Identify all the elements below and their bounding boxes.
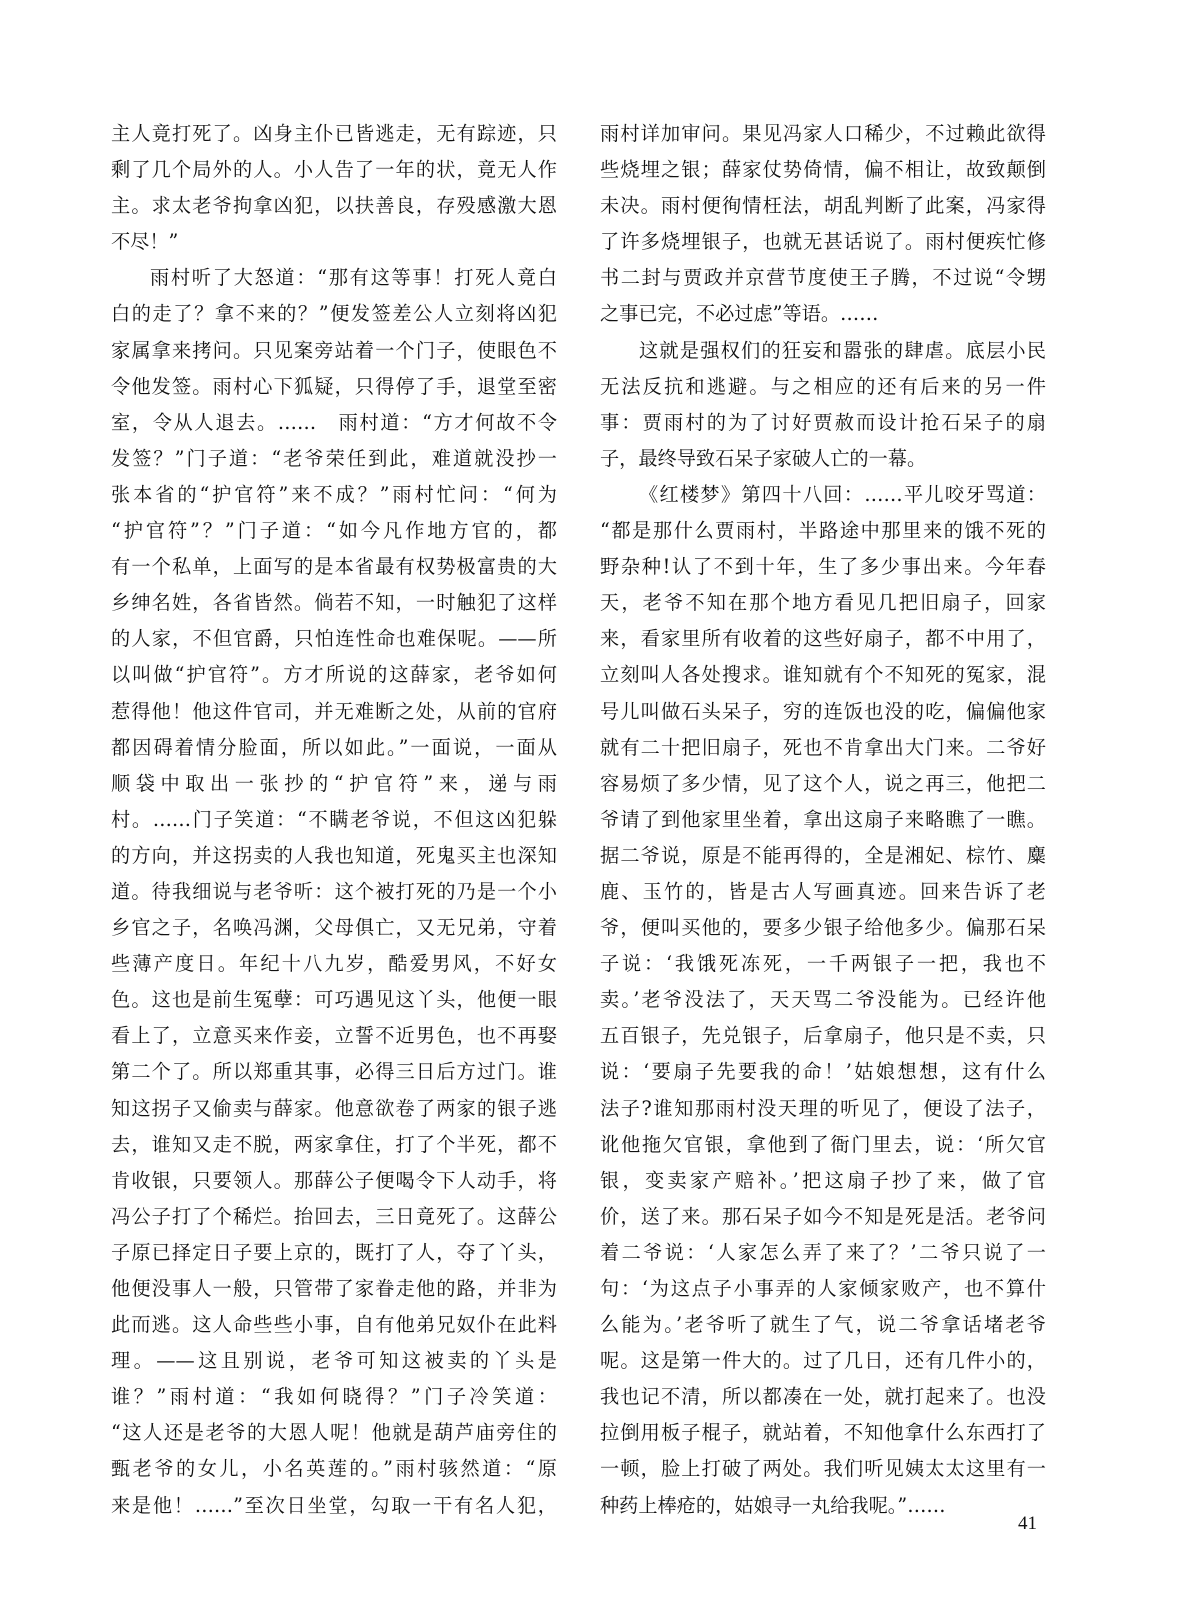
text-line: 的人家，不但官爵，只怕连性命也难保呢。——所 xyxy=(111,627,557,651)
text-line: 讹他拖欠官银，拿他到了衙门里去，说：‘所欠官 xyxy=(600,1132,1046,1156)
text-line: 立刻叫人各处搜求。谁知就有个不知死的冤家，混 xyxy=(600,663,1046,687)
text-line: 鹿、玉竹的，皆是古人写画真迹。回来告诉了老 xyxy=(600,879,1046,903)
text-line: 一顿，脸上打破了两处。我们听见姨太太这里有一 xyxy=(600,1457,1046,1481)
text-line: 雨村听了大怒道：“那有这等事！打死人竟白 xyxy=(150,266,557,290)
text-line: 主人竟打死了。凶身主仆已皆逃走，无有踪迹，只 xyxy=(111,122,557,145)
text-line: 室，令从人退去。…… 雨村道：“方才何故不令 xyxy=(111,410,557,434)
text-line: 色。这也是前生冤孽：可巧遇见这丫头，他便一眼 xyxy=(111,988,557,1012)
text-line: “都是那什么贾雨村，半路途中那里来的饿不死的 xyxy=(600,519,1046,543)
text-line: 么能为。’老爷听了就生了气，说二爷拿话堵老爷 xyxy=(600,1313,1046,1337)
text-line: 看上了，立意买来作妾，立誓不近男色，也不再娶 xyxy=(111,1024,557,1048)
text-line: 无法反抗和逃避。与之相应的还有后来的另一件 xyxy=(600,374,1046,398)
text-line: 顺袋中取出一张抄的“护官符”来，递与雨 xyxy=(111,771,557,795)
text-line: 价，送了来。那石呆子如今不知是死是活。老爷问 xyxy=(600,1204,1046,1228)
text-line: 的方向，并这拐卖的人我也知道，死鬼买主也深知 xyxy=(111,843,557,867)
text-line: 了许多烧埋银子，也就无甚话说了。雨村便疾忙修 xyxy=(600,230,1046,254)
text-line: 子说：‘我饿死冻死，一千两银子一把，我也不 xyxy=(600,952,1046,976)
text-line: 之事已完，不必过虑”等语。…… xyxy=(600,302,879,326)
text-line: 爷，便叫买他的，要多少银子给他多少。偏那石呆 xyxy=(600,916,1046,940)
text-line: 都因碍着情分脸面，所以如此。”一面说，一面从 xyxy=(111,735,557,759)
text-line: 白的走了？拿不来的？”便发签差公人立刻将凶犯 xyxy=(111,302,557,326)
text-line: 主。求太老爷拘拿凶犯，以扶善良，存殁感激大恩 xyxy=(111,194,557,218)
text-line: 令他发签。雨村心下狐疑，只得停了手，退堂至密 xyxy=(111,374,557,398)
right-column xyxy=(600,116,1046,1524)
text-line: 谁？”雨村道：“我如何晓得？”门子冷笑道： xyxy=(111,1385,557,1409)
text-line: 天，老爷不知在那个地方看见几把旧扇子，回家 xyxy=(600,591,1046,615)
text-line: “护官符”？”门子道：“如今凡作地方官的，都 xyxy=(111,519,557,543)
text-line: 来是他！……”至次日坐堂，勾取一干有名人犯， xyxy=(111,1493,557,1517)
text-line: 拉倒用板子棍子，就站着，不知他拿什么东西打了 xyxy=(600,1421,1046,1445)
text-line: 张本省的“护官符”来不成？”雨村忙问：“何为 xyxy=(111,482,557,506)
text-line: 说：‘要扇子先要我的命！’姑娘想想，这有什么 xyxy=(600,1060,1046,1084)
text-line: 号儿叫做石头呆子，穷的连饭也没的吃，偏偏他家 xyxy=(600,699,1046,723)
text-line: 爷请了到他家里坐着，拿出这扇子来略瞧了一瞧。 xyxy=(600,807,1046,831)
text-line: 家属拿来拷问。只见案旁站着一个门子，使眼色不 xyxy=(111,338,557,362)
text-line: 容易烦了多少情，见了这个人，说之再三，他把二 xyxy=(600,771,1046,795)
text-line: 我也记不清，所以都凑在一处，就打起来了。也没 xyxy=(600,1385,1046,1409)
text-line: 子，最终导致石呆子家破人亡的一幕。 xyxy=(600,446,927,470)
text-line: 第二个了。所以郑重其事，必得三日后方过门。谁 xyxy=(111,1060,557,1084)
text-line: 银，变卖家产赔补。’把这扇子抄了来，做了官 xyxy=(600,1168,1046,1192)
text-line: 些薄产度日。年纪十八九岁，酷爱男风，不好女 xyxy=(111,952,557,976)
text-line: 些烧埋之银；薛家仗势倚情，偏不相让，故致颠倒 xyxy=(600,158,1046,182)
text-line: 据二爷说，原是不能再得的，全是湘妃、棕竹、麋 xyxy=(600,843,1046,867)
text-line: 未决。雨村便徇情枉法，胡乱判断了此案，冯家得 xyxy=(600,194,1046,218)
left-column xyxy=(111,116,557,1524)
text-line: 此而逃。这人命些些小事，自有他弟兄奴仆在此料 xyxy=(111,1313,557,1337)
text-line: 来，看家里所有收着的这些好扇子，都不中用了， xyxy=(600,627,1046,651)
text-line: 知这拐子又偷卖与薛家。他意欲卷了两家的银子逃 xyxy=(111,1096,557,1120)
text-line: 这就是强权们的狂妄和嚣张的肆虐。底层小民 xyxy=(639,338,1046,362)
text-line: 乡绅名姓，各省皆然。倘若不知，一时触犯了这样 xyxy=(111,591,557,615)
text-line: 雨村详加审问。果见冯家人口稀少，不过赖此欲得 xyxy=(600,122,1046,145)
text-line: 以叫做“护官符”。方才所说的这薛家，老爷如何 xyxy=(111,663,557,687)
text-line: 肯收银，只要领人。那薛公子便喝令下人动手，将 xyxy=(111,1168,557,1192)
text-line: 着二爷说：‘人家怎么弄了来了？’二爷只说了一 xyxy=(600,1240,1046,1264)
text-line: “这人还是老爷的大恩人呢！他就是葫芦庙旁住的 xyxy=(111,1421,557,1445)
text-line: 有一个私单，上面写的是本省最有权势极富贵的大 xyxy=(111,555,557,579)
page-number: 41 xyxy=(1018,1513,1037,1534)
text-line: 种药上棒疮的，姑娘寻一丸给我呢。”…… xyxy=(600,1493,946,1517)
text-line: 剩了几个局外的人。小人告了一年的状，竟无人作 xyxy=(111,158,557,182)
text-line: 道。待我细说与老爷听：这个被打死的乃是一个小 xyxy=(111,879,557,903)
text-line: 发签？”门子道：“老爷荣任到此，难道就没抄一 xyxy=(111,446,557,470)
text-line: 句：‘为这点子小事弄的人家倾家败产，也不算什 xyxy=(600,1277,1046,1300)
text-line: 甄老爷的女儿，小名英莲的。”雨村骇然道：“原 xyxy=(111,1457,557,1481)
text-line: 去，谁知又走不脱，两家拿住，打了个半死，都不 xyxy=(111,1132,557,1156)
text-line: 五百银子，先兑银子，后拿扇子，他只是不卖，只 xyxy=(600,1024,1046,1048)
text-line: 事：贾雨村的为了讨好贾赦而设计抢石呆子的扇 xyxy=(600,410,1046,434)
text-line: 理。——这且别说，老爷可知这被卖的丫头是 xyxy=(111,1349,557,1373)
text-line: 冯公子打了个稀烂。抬回去，三日竟死了。这薛公 xyxy=(111,1204,557,1228)
text-line: 子原已择定日子要上京的，既打了人，夺了丫头， xyxy=(111,1240,557,1264)
text-line: 他便没事人一般，只管带了家眷走他的路，并非为 xyxy=(111,1277,557,1300)
text-line: 法子?谁知那雨村没天理的听见了，便设了法子， xyxy=(600,1096,1046,1120)
text-line: 野杂种!认了不到十年，生了多少事出来。今年春 xyxy=(600,555,1046,579)
text-line: 书二封与贾政并京营节度使王子腾，不过说“令甥 xyxy=(600,266,1046,290)
text-line: 乡官之子，名唤冯渊，父母俱亡，又无兄弟，守着 xyxy=(111,916,557,940)
text-line: 呢。这是第一件大的。过了几日，还有几件小的， xyxy=(600,1349,1046,1373)
text-line: 不尽！” xyxy=(111,230,179,254)
text-line: 就有二十把旧扇子，死也不肯拿出大门来。二爷好 xyxy=(600,735,1046,759)
text-line: 村。……门子笑道：“不瞒老爷说，不但这凶犯躲 xyxy=(111,807,557,831)
text-line: 《红楼梦》第四十八回：……平儿咬牙骂道： xyxy=(639,482,1046,506)
text-line: 卖。’老爷没法了，天天骂二爷没能为。已经许他 xyxy=(600,988,1046,1012)
text-line: 惹得他！他这件官司，并无难断之处，从前的官府 xyxy=(111,699,557,723)
